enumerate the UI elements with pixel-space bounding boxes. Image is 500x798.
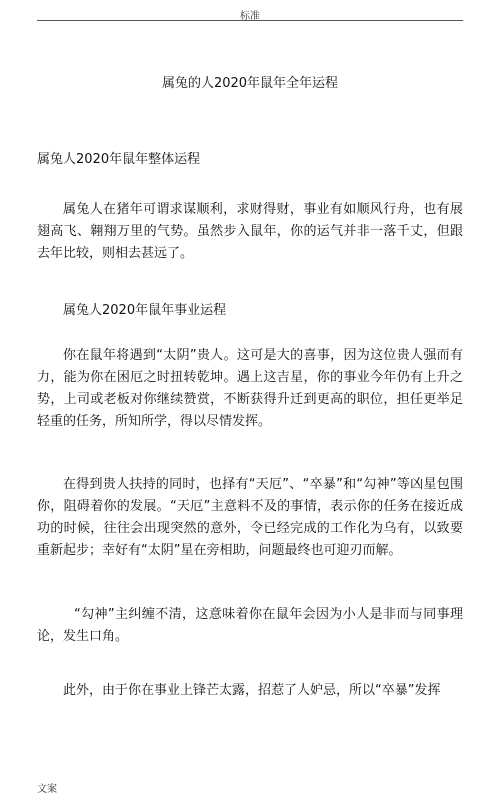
- paragraph-overall-fortune: 属兔人在猪年可谓求谋顺利，求财得财，事业有如顺风行舟，也有展翅高飞、翱翔万里的气势。虽然步入鼠年，你的运气并非一落千丈，但跟去年比较，则相去甚远了。: [37, 202, 463, 261]
- page-footer: 文案: [37, 784, 57, 795]
- page-header: 标准: [240, 11, 260, 22]
- paragraph-career-noble: 你在鼠年将遇到“太阴”贵人。这可是大的喜事，因为这位贵人强而有力，能为你在困厄之时扭转乾坤。遇上这吉星，你的事业今年仍有上升之势，上司或老板对你继续赞赏，不断获得升迁到更高的职位，担任更举足轻重的任务，所知所学，得以尽情发挥。: [37, 348, 463, 429]
- paragraph-gou-shen: “勾神”主纠缠不清，这意味着你在鼠年会因为小人是非而与同事理论，发生口角。: [37, 607, 463, 644]
- paragraph-cu-bao: 此外，由于你在事业上锋芒太露，招惹了人妒忌，所以“卒暴”发挥: [63, 683, 441, 698]
- career-heading: 属兔人2020年鼠年事业运程: [63, 303, 227, 318]
- paragraph-career-obstacles: 在得到贵人扶持的同时，也择有“天厄”、“卒暴”和“勾神”等凶星包围你，阻碍着你的发展。“天厄”主意料不及的事情，表示你的任务在接近成功的时候，往往会出现突然的意外，令已经完成的工作化为乌有，以致要重新起步；幸好有“太阴”星在旁相助，问题最终也可迎刃而解。: [37, 477, 463, 558]
- document-title: 属兔的人2020年鼠年全年运程: [161, 76, 339, 91]
- header-divider: [37, 20, 463, 21]
- section-heading: 属兔人2020年鼠年整体运程: [37, 152, 201, 167]
